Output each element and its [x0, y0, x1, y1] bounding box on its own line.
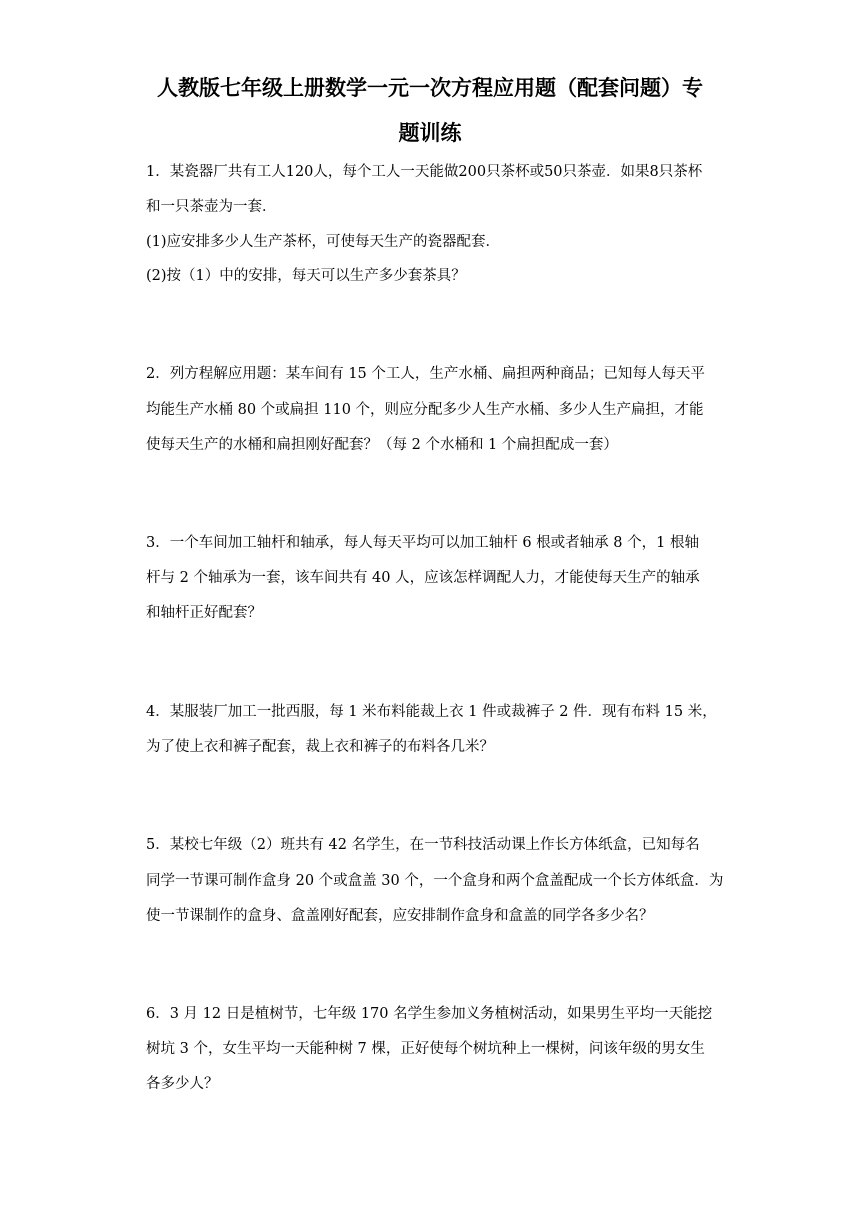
document-title-line-2: 题训练 [398, 120, 462, 145]
question-6-line-1: 6．3 月 12 日是植树节，七年级 170 名学生参加义务植树活动，如果男生平均一天能挖 [146, 1006, 713, 1022]
question-2-line-3: 使每天生产的水桶和扁担刚好配套？（每 2 个水桶和 1 个扁担配成一套） [146, 437, 618, 453]
question-3-line-2: 杆与 2 个轴承为一套，该车间共有 40 人，应该怎样调配人力，才能使每天生产的轴承 [146, 570, 700, 586]
question-1-part-1: (1)应安排多少人生产茶杯，可使每天生产的瓷器配套． [146, 234, 501, 250]
question-4-line-2: 为了使上衣和裤子配套，裁上衣和裤子的布料各几米？ [146, 739, 494, 755]
question-5-line-1: 5．某校七年级（2）班共有 42 名学生，在一节科技活动课上作长方体纸盒，已知每名 [146, 837, 700, 853]
question-1-part-2: (2)按（1）中的安排，每天可以生产多少套茶具？ [146, 268, 466, 284]
question-4-line-1: 4．某服装厂加工一批西服，每 1 米布料能裁上衣 1 件或裁裤子 2 件．现有布料 15 米， [146, 704, 717, 720]
question-1-line-1: 1．某瓷器厂共有工人120人，每个工人一天能做200只茶杯或50只茶壶．如果8只茶杯 [146, 164, 703, 180]
question-6-line-2: 树坑 3 个，女生平均一天能种树 7 棵，正好使每个树坑种上一棵树，问该年级的男女生 [146, 1041, 705, 1057]
question-2-line-2: 均能生产水桶 80 个或扁担 110 个，则应分配多少人生产水桶、多少人生产扁担，才能 [146, 402, 704, 418]
document-title-line-1: 人教版七年级上册数学一元一次方程应用题（配套问题）专 [157, 75, 703, 100]
question-1-line-2: 和一只茶壶为一套． [146, 199, 277, 215]
question-3-line-3: 和轴杆正好配套？ [146, 605, 262, 621]
question-2-line-1: 2．列方程解应用题：某车间有 15 个工人，生产水桶、扁担两种商品；已知每人每天平 [146, 366, 705, 382]
question-6-line-3: 各多少人？ [146, 1076, 219, 1092]
question-3-line-1: 3．一个车间加工轴杆和轴承，每人每天平均可以加工轴杆 6 根或者轴承 8 个，1 根轴 [146, 535, 699, 551]
question-5-line-2: 同学一节课可制作盒身 20 个或盒盖 30 个，一个盒身和两个盒盖配成一个长方体纸盒．为 [146, 873, 724, 889]
question-5-line-3: 使一节课制作的盒身、盒盖刚好配套，应安排制作盒身和盒盖的同学各多少名？ [146, 908, 654, 924]
